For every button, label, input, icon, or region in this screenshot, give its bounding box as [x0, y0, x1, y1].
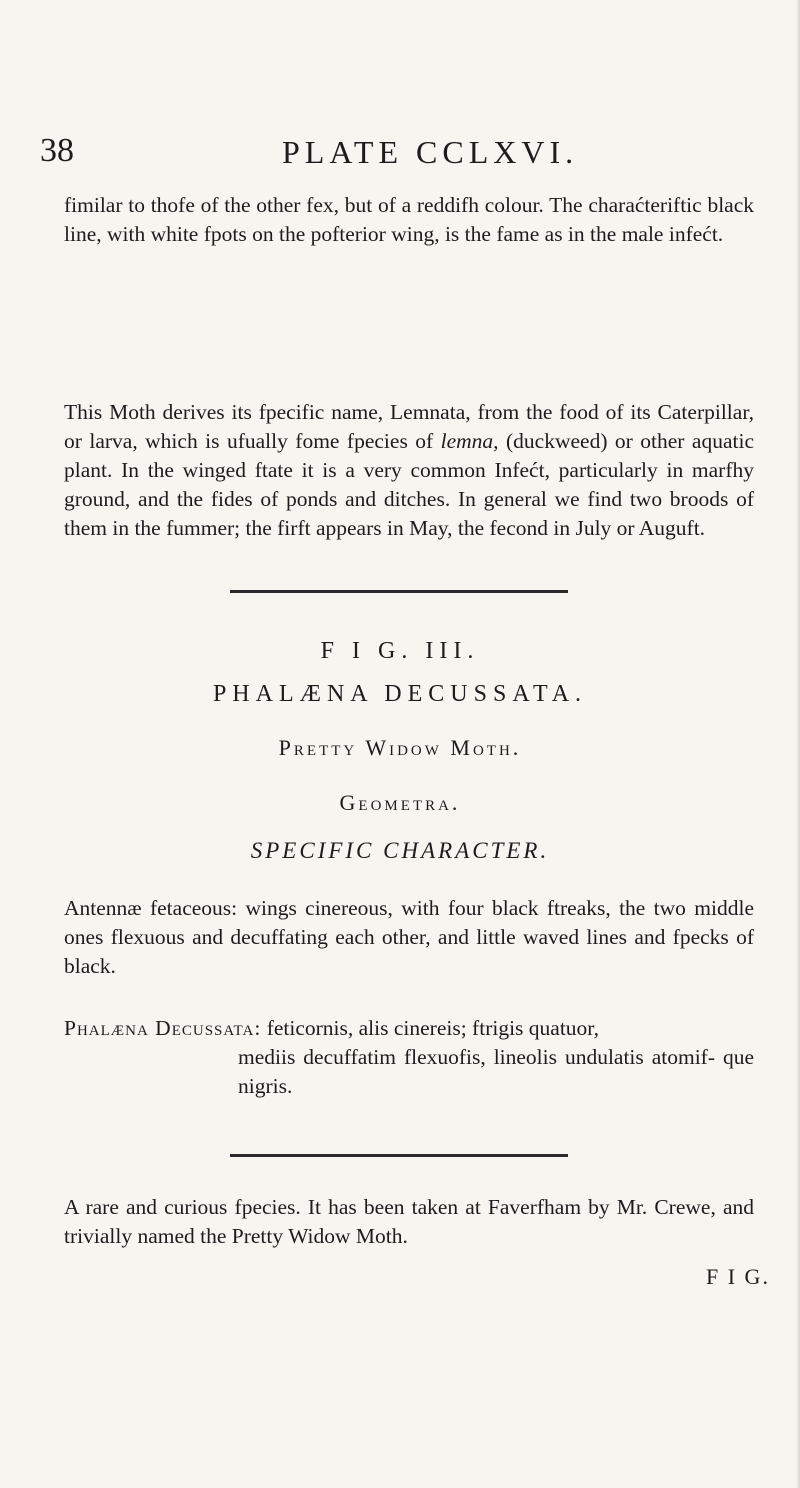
common-species-name: Pretty Widow Moth.	[278, 735, 522, 760]
paragraph-text: (duckweed) or other aquatic plant. In the winged ftate it is a very common Infećt, particularly in marfhy ground, and the fides of ponds and ditches. In general we find two broods of them in the fummer; the firft appears in May, the fecond in July or Auguft.	[64, 429, 754, 540]
italic-term: lemna,	[440, 429, 499, 453]
paragraph-text: This Moth derives its fpecific name, Lemnata, from the food of its Caterpillar, or larva, which is ufually fome fpecies of	[64, 400, 754, 453]
section-divider	[230, 590, 568, 593]
latin-species-name: PHALÆNA DECUSSATA.	[212, 681, 588, 707]
specific-character-heading: SPECIFIC CHARACTER.	[250, 838, 550, 863]
page-number: 38	[40, 132, 74, 169]
catchword: F I G.	[706, 1264, 770, 1289]
section-divider	[230, 1154, 568, 1157]
diagnosis-first-line: feticornis, alis cinereis; ftrigis quatuor,	[261, 1016, 599, 1040]
figure-label: F I G. III.	[320, 638, 480, 664]
running-title: PLATE CCLXVI.	[282, 134, 579, 170]
diagnosis-continuation: mediis decuffatim flexuofis, lineolis undulatis atomif- que nigris.	[238, 1045, 754, 1098]
paragraph-specific-name	[64, 398, 754, 543]
paragraph-description: Antennæ fetaceous: wings cinereous, with four black ftreaks, the two middle ones flexuous and decuffating each other, and little waved lines and fpecks of black.	[64, 896, 754, 978]
page-header	[40, 120, 760, 180]
genus-name: Geometra.	[339, 790, 461, 815]
diagnosis-lead: Phalæna Decussata:	[64, 1016, 262, 1040]
paragraph-rarity: A rare and curious fpecies. It has been taken at Faverfham by Mr. Crewe, and trivially named the Pretty Widow Moth.	[64, 1195, 754, 1248]
paragraph-continuation: fimilar to thofe of the other fex, but of a reddifh colour. The charaćteriftic black line, with white fpots on the pofterior wing, is the fame as in the male infećt.	[64, 193, 754, 246]
paragraph-latin-diagnosis	[64, 1014, 754, 1101]
